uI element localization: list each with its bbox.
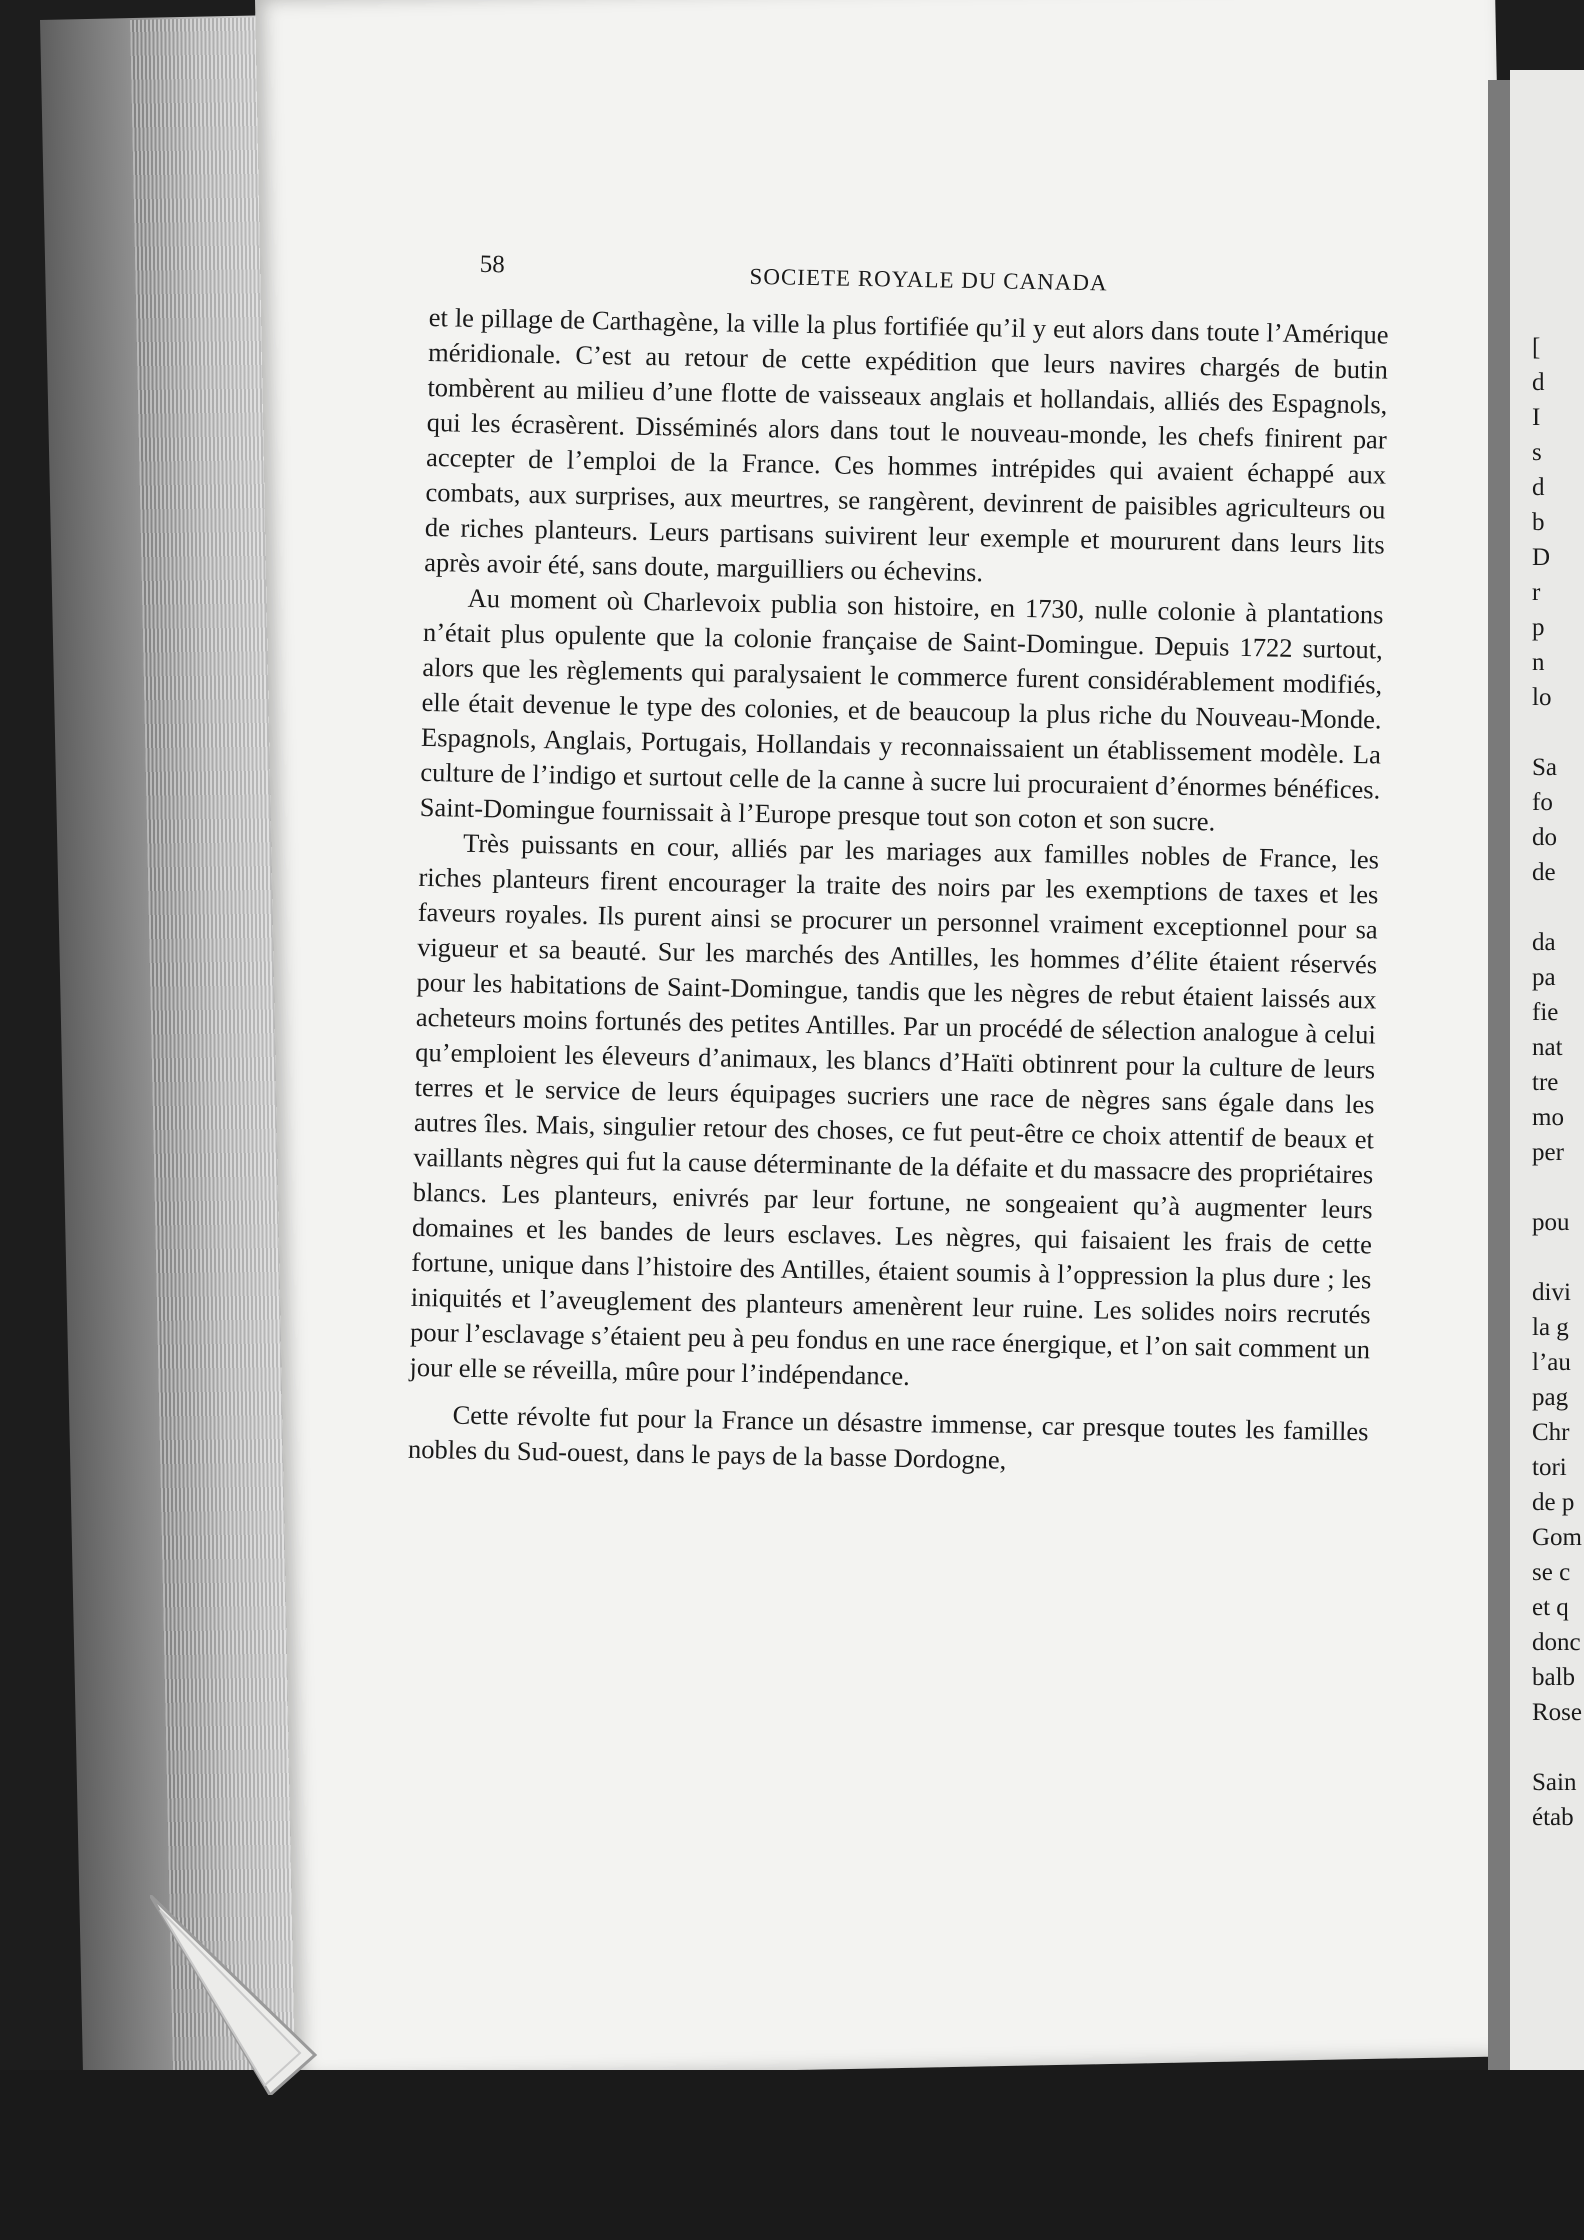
facing-page-line: b: [1532, 509, 1545, 536]
folded-corner: [150, 1895, 320, 2095]
facing-page-line: Gom: [1532, 1524, 1582, 1551]
facing-page-line: Sa: [1532, 754, 1557, 781]
facing-page-line: per: [1532, 1139, 1564, 1166]
facing-page-line: lo: [1532, 684, 1552, 711]
facing-page-line: tori: [1532, 1454, 1567, 1481]
facing-page-line: tre: [1532, 1069, 1559, 1096]
book-gutter: [1488, 80, 1510, 2130]
facing-page-line: [1532, 1170, 1584, 1205]
facing-page-line: la g: [1532, 1314, 1569, 1341]
facing-page-line: do: [1532, 824, 1557, 851]
page-text: [408, 250, 1390, 1484]
facing-page-line: fie: [1532, 999, 1559, 1026]
facing-page-line: de p: [1532, 1489, 1575, 1516]
facing-page-text: [1532, 330, 1584, 1835]
facing-page-line: de: [1532, 859, 1556, 886]
facing-page-line: Sain: [1532, 1769, 1577, 1796]
facing-page-line: donc: [1532, 1629, 1581, 1656]
running-head: SOCIETE ROYALE DU CANADA: [749, 263, 1108, 296]
paragraph: Très puissants en cour, alliés par les mariages aux familles nobles de France, les riches planteurs firent encourager la traite des noirs par les exemptions de taxes et les faveurs royales. Ils purent ainsi se procurer un personnel vraiment exceptionnel pour sa vigueur et sa beauté. Sur les marchés des Antilles, les hommes d’élite étaient réservés pour les habitations de Saint-Domingue, tandis que les nègres de rebut étaient laissés aux acheteurs moins fortunés des petites Antilles. Par un procédé de sélection analogue à celui qu’emploient les éleveurs d’animaux, les blancs d’Haïti obtinrent pour la culture de leurs terres et le service de leurs équipages sucriers une race de nègres sans égale dans les autres îles. Mais, singulier retour des choses, ce fut peut-être ce choix attentif de beaux et vaillants nègres qui fut la cause déterminante de la défaite et du massacre des propriétaires blancs. Les planteurs, enivrés par leur fortune, ne songeaient qu’à augmenter leurs domaines et les bandes de leurs esclaves. Les nègres, qui faisaient les frais de cette fortune, unique dans l’histoire des Antilles, étaient soumis à l’oppression la plus dure ; les iniquités et l’aveuglement des planteurs amenèrent leur ruine. Les solides noirs recrutés pour l’esclavage s’étaient peu à peu fondus en une race énergique, et l’on sait comment un jour elle se réveilla, mûre pour l’indépendance.: [409, 827, 1380, 1391]
facing-page-line: n: [1532, 649, 1545, 676]
facing-page-line: D: [1532, 544, 1551, 571]
paragraph: et le pillage de Carthagène, la ville la plus fortifiée qu’il y eut alors dans toute l’Amérique méridionale. C’est au retour de cette expédition que leurs navires chargés de butin tombèrent au milieu d’une flotte de vaisseaux anglais et hollandais, alliés des Espagnols, qui les écrasèrent. Disséminés alors dans tout le nouveau-monde, les chefs finirent par accepter de l’emploi de la France. Ces hommes intrépides qui avaient échappé aux combats, aux surprises, aux meurtres, se rangèrent, devinrent de paisibles agriculteurs ou de riches planteurs. Leurs partisans suivirent leur exemple et moururent dans leurs lits après avoir été, sans doute, marguilliers ou échevins.: [424, 301, 1389, 588]
page-number: 58: [479, 250, 505, 279]
facing-page-line: pag: [1532, 1384, 1569, 1411]
facing-page-line: [1532, 1240, 1584, 1275]
facing-page-line: fo: [1532, 789, 1553, 816]
facing-page-line: pa: [1532, 964, 1556, 991]
facing-page-line: nat: [1532, 1034, 1563, 1061]
facing-page-line: [1532, 1730, 1584, 1765]
facing-page-line: [1532, 715, 1584, 750]
facing-page-line: [: [1532, 334, 1541, 361]
facing-page-line: d: [1532, 474, 1545, 501]
facing-page-line: étab: [1532, 1804, 1574, 1831]
facing-page-line: Rose: [1532, 1699, 1582, 1726]
facing-page-line: divi: [1532, 1279, 1571, 1306]
facing-page-line: d: [1532, 369, 1545, 396]
paragraph: Au moment où Charlevoix publia son histoire, en 1730, nulle colonie à plantations n’était plus opulente que la colonie française de Saint-Domingue. Depuis 1722 surtout, alors que les règlements qui paralysaient le commerce furent considérablement modifiés, elle était devenue le type des colonies, et de beaucoup la plus riche du Nouveau-Monde. Espagnols, Anglais, Portugais, Hollandais y reconnaissaient un établissement modèle. La culture de l’indigo et surtout celle de la canne à sucre lui procuraient d’énormes bénéfices. Saint-Domingue fournissait à l’Europe presque tout son coton et son sucre.: [419, 582, 1384, 837]
facing-page-line: s: [1532, 439, 1542, 466]
facing-page-line: mo: [1532, 1104, 1564, 1131]
facing-page-line: r: [1532, 579, 1541, 606]
facing-page-line: pou: [1532, 1209, 1570, 1236]
facing-page-line: [1532, 890, 1584, 925]
facing-page-line: se c: [1532, 1559, 1571, 1586]
facing-page-line: Chr: [1532, 1419, 1570, 1446]
facing-page-line: da: [1532, 929, 1556, 956]
paragraph: Cette révolte fut pour la France un désastre immense, car presque toutes les familles nobles du Sud-ouest, dans le pays de la basse Dordogne,: [407, 1399, 1369, 1475]
facing-page-line: balb: [1532, 1664, 1576, 1691]
facing-page-line: et q: [1532, 1594, 1569, 1621]
facing-page-line: I: [1532, 404, 1541, 431]
facing-page-line: p: [1532, 614, 1545, 641]
facing-page-line: l’au: [1532, 1349, 1571, 1376]
scan-bottom-edge: [0, 2070, 1584, 2240]
